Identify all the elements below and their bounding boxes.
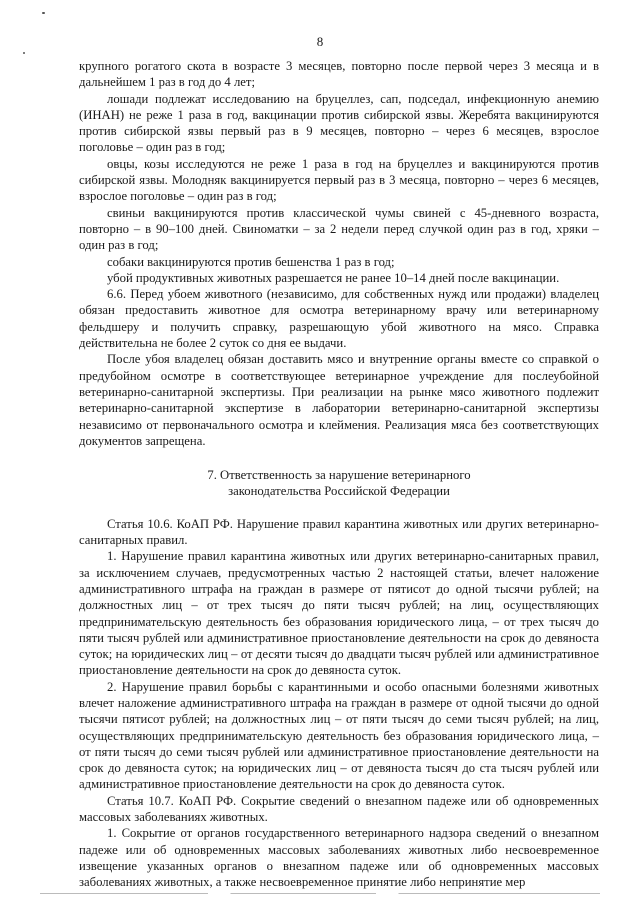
paragraph: 2. Нарушение правил борьбы с карантинными и особо опасными болезнями животных влечет наложение административного штрафа на граждан в размере от одной тысячи до одной тысячи пятисот рублей; на должностных лиц – от пяти тысяч до семи тысяч рублей; на лиц, осуществляющих предпринимательскую деятельность без образования юридического лица, – от пяти тысяч до семи тысяч рублей или административное приостановление деятельности на срок до девяноста суток; на юридических лиц – от девяноста тысяч до ста тысяч рублей или административное приостановление деятельности на срок до девяноста суток. [79, 679, 599, 792]
heading-line-1: 7. Ответственность за нарушение ветеринарного [207, 468, 471, 483]
paragraph: убой продуктивных животных разрешается не ранее 10–14 дней после вакцинации. [107, 270, 560, 285]
paragraph: 6.6. Перед убоем животного (независимо, для собственных нужд или продажи) владелец обязан предоставить животное для осмотра ветеринарному врачу или ветеринарному фельдшеру и получить справку, разрешающую убой животного на мясо. Справка действительна не более 2 суток со дня ее выдачи. [79, 287, 599, 351]
paragraph: крупного рогатого скота в возрасте 3 месяцев, повторно после первой через 3 месяца и в дальнейшем 1 раз в год до 4 лет; [79, 59, 599, 90]
scan-speck [23, 52, 25, 54]
section-liability [79, 516, 599, 891]
section-vaccination-rules [79, 58, 599, 449]
page-number: 8 [316, 34, 324, 49]
paragraph: Статья 10.7. КоАП РФ. Сокрытие сведений о внезапном падеже или об одновременных массовых заболеваниях животных. [79, 793, 599, 825]
paragraph: 1. Нарушение правил карантина животных или других ветеринарно-санитарных правил, за исключением случаев, предусмотренных частью 2 настоящей статьи, влечет наложение административного штрафа на граждан в размере от пятисот до одной тысячи рублей; на должностных лиц – от трех тысяч до пяти тысяч рублей; на лиц, осуществляющих предпринимательскую деятельность без образования юридического лица, – от трех тысяч до пяти тысяч рублей или административное приостановление деятельности на срок до девяноста суток; на юридических лиц – от десяти тысяч до двадцати тысяч рублей или административное приостановление деятельности на срок до девяноста суток. [79, 549, 599, 678]
paragraph: 1. Сокрытие от органов государственного ветеринарного надзора сведений о внезапном падеже или об одновременных массовых заболеваниях животных либо несвоевременное извещение указанных органов о внезапном падеже или об одновременных массовых заболеваниях животных, а также несвоевременное принятие либо непринятие мер [79, 826, 599, 890]
paragraph: свиньи вакцинируются против классической чумы свиней с 45-дневного возраста, повторно – в 90–100 дней. Свиноматки – за 2 недели перед случкой один раз в год, хряки – один раз в год; [79, 205, 599, 253]
document-body [79, 58, 599, 891]
paragraph: собаки вакцинируются против бешенства 1 раз в год; [107, 254, 395, 269]
paragraph: овцы, козы исследуются не реже 1 раза в год на бруцеллез и вакцинируются против сибирской язвы. Молодняк вакцинируется первый раз в 3 месяца, повторно – через 6 месяцев, взрослое поголовье – один раз в год; [79, 156, 599, 204]
section-heading [79, 467, 599, 500]
footer-divider [40, 893, 600, 894]
heading-line-2: законодательства Российской Федерации [228, 484, 450, 499]
paragraph: лошади подлежат исследованию на бруцеллез, сап, подседал, инфекционную анемию (ИНАН) не реже 1 раза в год, вакцинации против сибирской язвы. Жеребята вакцинируются против сибирской язвы первый раз в 9 месяцев, повторно – через 6 месяцев, взрослое поголовье – один раз в год; [79, 91, 599, 155]
scan-speck [42, 12, 45, 14]
paragraph: Статья 10.6. КоАП РФ. Нарушение правил карантина животных или других ветеринарно-санитарных правил. [79, 516, 599, 548]
paragraph: После убоя владелец обязан доставить мясо и внутренние органы вместе со справкой о предубойном осмотре в соответствующее ветеринарное учреждение для послеубойной ветеринарно-санитарной экспертизы. При реализации на рынке мясо животного подлежит ветеринарно-санитарной экспертизе в лаборатории ветеринарно-санитарной экспертизы независимо от первоначального осмотра и клеймения. Реализация мяса без соответствующих документов запрещена. [79, 352, 599, 448]
